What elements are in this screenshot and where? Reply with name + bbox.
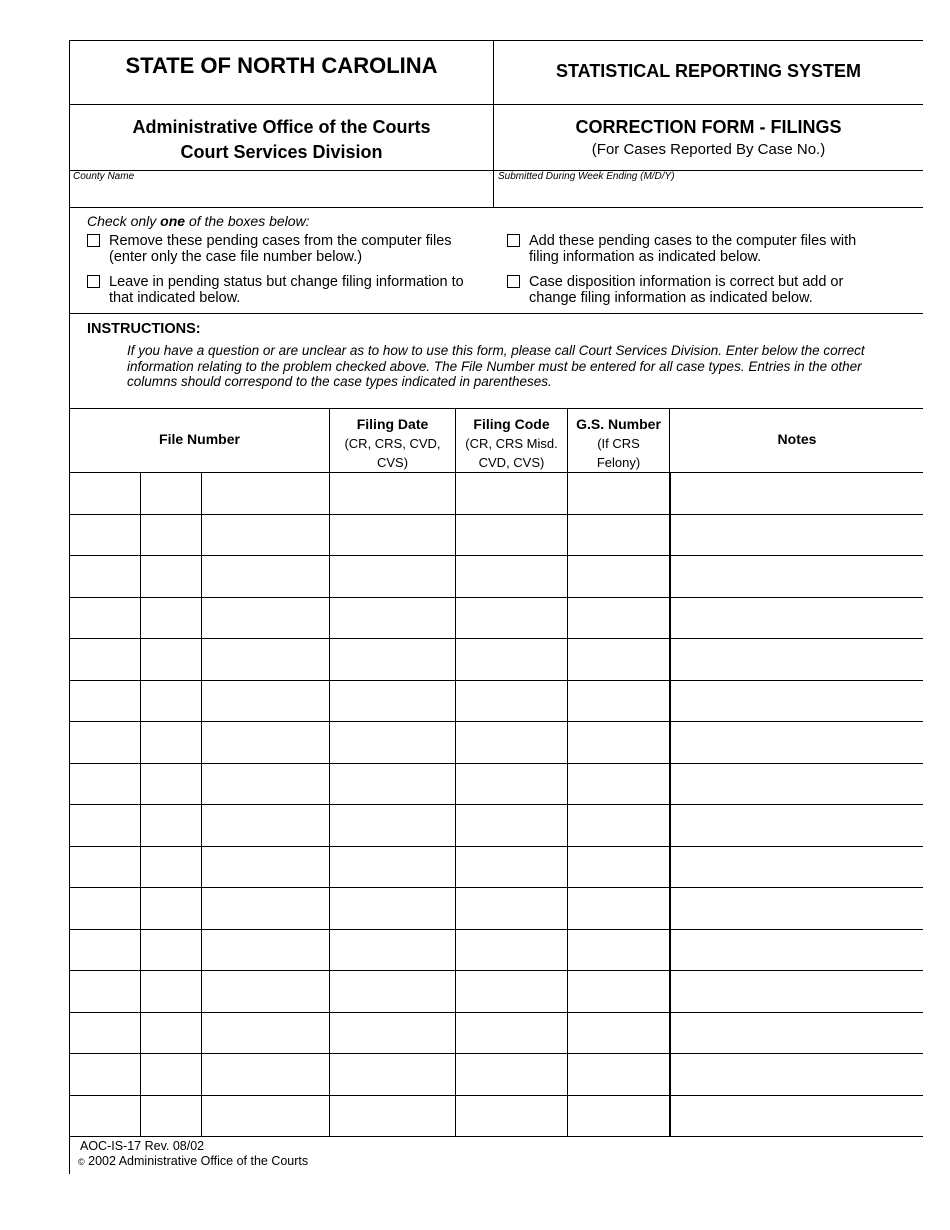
column-divider bbox=[329, 515, 330, 556]
col-notes bbox=[669, 409, 924, 472]
system-title: STATISTICAL REPORTING SYSTEM bbox=[494, 40, 923, 104]
instructions-section bbox=[69, 314, 923, 409]
county-label: County Name bbox=[73, 171, 135, 182]
column-divider bbox=[140, 598, 141, 639]
filing-code-cell[interactable] bbox=[455, 722, 567, 763]
file-number-part-1[interactable] bbox=[70, 681, 140, 722]
options-intro-prefix: Check only bbox=[87, 213, 157, 229]
notes-cell[interactable] bbox=[669, 681, 924, 722]
file-number-part-3[interactable] bbox=[201, 847, 329, 888]
file-number-part-1[interactable] bbox=[70, 971, 140, 1012]
option-disposition-line-2: change filing information as indicated below. bbox=[529, 290, 813, 306]
file-number-part-1[interactable] bbox=[70, 805, 140, 846]
column-divider bbox=[201, 930, 202, 971]
gs-number-cell[interactable] bbox=[567, 930, 669, 971]
filing-code-cell[interactable] bbox=[455, 598, 567, 639]
column-divider bbox=[140, 971, 141, 1012]
column-divider bbox=[329, 888, 330, 929]
file-number-part-3[interactable] bbox=[201, 764, 329, 805]
notes-cell[interactable] bbox=[669, 1054, 924, 1095]
instructions-body: If you have a question or are unclear as to how to use this form, please call Court Services Division. Enter below the correct information relating to the problem checked above. The File Number must be entered for all case types. Entries in the other columns should correspond to the case types indicated in parentheses. bbox=[127, 343, 865, 389]
filing-code-cell[interactable] bbox=[455, 681, 567, 722]
column-divider bbox=[140, 515, 141, 556]
column-divider bbox=[669, 764, 671, 805]
notes-cell[interactable] bbox=[669, 930, 924, 971]
file-number-part-2[interactable] bbox=[140, 971, 201, 1012]
filing-code-cell[interactable] bbox=[455, 805, 567, 846]
file-number-part-3[interactable] bbox=[201, 598, 329, 639]
table-row bbox=[69, 847, 923, 889]
left-border-tail bbox=[69, 1134, 70, 1174]
table-row bbox=[69, 556, 923, 598]
filing-code-cell[interactable] bbox=[455, 971, 567, 1012]
table-row bbox=[69, 971, 923, 1013]
gs-number-cell[interactable] bbox=[567, 1013, 669, 1054]
column-divider bbox=[669, 473, 671, 514]
file-number-part-3[interactable] bbox=[201, 930, 329, 971]
file-number-part-2[interactable] bbox=[140, 598, 201, 639]
footer bbox=[80, 1139, 308, 1170]
filing-code-cell[interactable] bbox=[455, 1096, 567, 1137]
file-number-part-1[interactable] bbox=[70, 1054, 140, 1095]
column-divider bbox=[140, 764, 141, 805]
file-number-part-3[interactable] bbox=[201, 722, 329, 763]
column-divider bbox=[669, 681, 671, 722]
column-divider bbox=[669, 1054, 671, 1095]
table-row bbox=[69, 722, 923, 764]
copyright-line bbox=[78, 1154, 308, 1170]
notes-cell[interactable] bbox=[669, 598, 924, 639]
column-divider bbox=[329, 556, 330, 597]
col-file-number-title: File Number bbox=[159, 431, 240, 447]
checkbox-add[interactable] bbox=[507, 234, 520, 247]
table-header bbox=[69, 409, 923, 473]
option-leave-pending-text bbox=[109, 274, 464, 306]
filing-date-cell[interactable] bbox=[329, 764, 455, 805]
gs-number-cell[interactable] bbox=[567, 805, 669, 846]
gs-number-cell[interactable] bbox=[567, 722, 669, 763]
filing-date-cell[interactable] bbox=[329, 473, 455, 514]
filing-date-cell[interactable] bbox=[329, 1096, 455, 1137]
column-divider bbox=[201, 805, 202, 846]
notes-cell[interactable] bbox=[669, 888, 924, 929]
filing-date-cell[interactable] bbox=[329, 1054, 455, 1095]
col-file-number bbox=[70, 409, 329, 472]
gs-number-cell[interactable] bbox=[567, 1096, 669, 1137]
office-block bbox=[69, 104, 494, 170]
options-intro-bold: one bbox=[160, 213, 186, 229]
file-number-part-1[interactable] bbox=[70, 473, 140, 514]
notes-cell[interactable] bbox=[669, 1013, 924, 1054]
column-divider bbox=[329, 1013, 330, 1054]
file-number-part-2[interactable] bbox=[140, 930, 201, 971]
option-remove-line-2: (enter only the case file number below.) bbox=[109, 249, 363, 265]
column-divider bbox=[455, 722, 456, 763]
column-divider bbox=[567, 847, 568, 888]
file-number-part-3[interactable] bbox=[201, 639, 329, 680]
column-divider bbox=[455, 473, 456, 514]
file-number-part-3[interactable] bbox=[201, 805, 329, 846]
instructions-title: INSTRUCTIONS: bbox=[87, 321, 201, 337]
notes-cell[interactable] bbox=[669, 1096, 924, 1137]
column-divider bbox=[140, 1013, 141, 1054]
file-number-part-3[interactable] bbox=[201, 1096, 329, 1137]
file-number-part-2[interactable] bbox=[140, 888, 201, 929]
option-remove-line-1: Remove these pending cases from the computer files bbox=[109, 233, 452, 249]
column-divider bbox=[567, 598, 568, 639]
column-divider bbox=[140, 1054, 141, 1095]
file-number-part-1[interactable] bbox=[70, 930, 140, 971]
col-filing-code bbox=[455, 409, 567, 472]
column-divider bbox=[455, 556, 456, 597]
column-divider bbox=[567, 722, 568, 763]
column-divider bbox=[201, 598, 202, 639]
form-title: CORRECTION FORM - FILINGS bbox=[575, 117, 842, 137]
col-filing-date bbox=[329, 409, 455, 472]
file-number-part-2[interactable] bbox=[140, 556, 201, 597]
column-divider bbox=[455, 971, 456, 1012]
column-divider bbox=[669, 515, 671, 556]
column-divider bbox=[669, 639, 671, 680]
column-divider bbox=[140, 805, 141, 846]
option-disposition-line-1: Case disposition information is correct but add or bbox=[529, 274, 844, 290]
options-intro-suffix: of the boxes below: bbox=[188, 213, 310, 229]
filing-date-cell[interactable] bbox=[329, 598, 455, 639]
column-divider bbox=[140, 639, 141, 680]
column-divider bbox=[567, 1013, 568, 1054]
file-number-part-2[interactable] bbox=[140, 681, 201, 722]
column-divider bbox=[329, 598, 330, 639]
table-row bbox=[69, 473, 923, 515]
gs-number-cell[interactable] bbox=[567, 639, 669, 680]
filing-code-cell[interactable] bbox=[455, 1013, 567, 1054]
notes-cell[interactable] bbox=[669, 639, 924, 680]
file-number-part-2[interactable] bbox=[140, 722, 201, 763]
filing-code-cell[interactable] bbox=[455, 639, 567, 680]
column-divider bbox=[201, 888, 202, 929]
column-divider bbox=[140, 888, 141, 929]
filing-code-cell[interactable] bbox=[455, 764, 567, 805]
week-ending-label: Submitted During Week Ending (M/D/Y) bbox=[498, 171, 675, 182]
filing-code-cell[interactable] bbox=[455, 556, 567, 597]
table-row bbox=[69, 639, 923, 681]
column-divider bbox=[669, 556, 671, 597]
filing-code-cell[interactable] bbox=[455, 888, 567, 929]
column-divider bbox=[140, 1096, 141, 1137]
form-title-block bbox=[494, 104, 923, 170]
state-title: STATE OF NORTH CAROLINA bbox=[69, 40, 494, 104]
column-divider bbox=[567, 515, 568, 556]
column-divider bbox=[669, 971, 671, 1012]
notes-cell[interactable] bbox=[669, 473, 924, 514]
notes-cell[interactable] bbox=[669, 847, 924, 888]
file-number-part-1[interactable] bbox=[70, 515, 140, 556]
column-divider bbox=[329, 1054, 330, 1095]
gs-number-cell[interactable] bbox=[567, 847, 669, 888]
column-divider bbox=[567, 681, 568, 722]
option-add-line-2: filing information as indicated below. bbox=[529, 249, 762, 265]
file-number-part-1[interactable] bbox=[70, 847, 140, 888]
column-divider bbox=[140, 847, 141, 888]
copyright-text: 2002 Administrative Office of the Courts bbox=[88, 1154, 309, 1168]
column-divider bbox=[329, 805, 330, 846]
file-number-part-2[interactable] bbox=[140, 515, 201, 556]
column-divider bbox=[329, 639, 330, 680]
office-line-1: Administrative Office of the Courts bbox=[132, 117, 431, 137]
column-divider bbox=[455, 847, 456, 888]
option-add-text bbox=[529, 233, 856, 265]
table-row bbox=[69, 681, 923, 723]
column-divider bbox=[455, 1013, 456, 1054]
file-number-part-1[interactable] bbox=[70, 556, 140, 597]
column-divider bbox=[567, 971, 568, 1012]
column-divider bbox=[567, 1096, 568, 1137]
column-divider bbox=[567, 930, 568, 971]
options-section bbox=[69, 208, 923, 314]
filing-date-cell[interactable] bbox=[329, 515, 455, 556]
file-number-part-3[interactable] bbox=[201, 888, 329, 929]
gs-number-cell[interactable] bbox=[567, 1054, 669, 1095]
col-notes-title: Notes bbox=[777, 431, 817, 447]
file-number-part-2[interactable] bbox=[140, 1013, 201, 1054]
copyright-symbol: © bbox=[78, 1157, 85, 1167]
county-field[interactable] bbox=[69, 170, 494, 208]
column-divider bbox=[567, 473, 568, 514]
column-divider bbox=[329, 764, 330, 805]
column-divider bbox=[201, 639, 202, 680]
column-divider bbox=[669, 722, 671, 763]
column-divider bbox=[201, 722, 202, 763]
file-number-part-1[interactable] bbox=[70, 764, 140, 805]
column-divider bbox=[669, 1096, 671, 1137]
col-filing-code-title: Filing Code bbox=[473, 416, 550, 432]
file-number-part-3[interactable] bbox=[201, 515, 329, 556]
column-divider bbox=[140, 556, 141, 597]
column-divider bbox=[201, 971, 202, 1012]
column-divider bbox=[567, 888, 568, 929]
column-divider bbox=[140, 681, 141, 722]
filing-code-cell[interactable] bbox=[455, 930, 567, 971]
column-divider bbox=[201, 1096, 202, 1137]
file-number-part-2[interactable] bbox=[140, 1054, 201, 1095]
file-number-part-3[interactable] bbox=[201, 1013, 329, 1054]
column-divider bbox=[669, 805, 671, 846]
col-gs-number-title: G.S. Number bbox=[576, 416, 661, 432]
file-number-part-2[interactable] bbox=[140, 1096, 201, 1137]
filing-date-cell[interactable] bbox=[329, 556, 455, 597]
gs-number-cell[interactable] bbox=[567, 681, 669, 722]
table-row bbox=[69, 888, 923, 930]
column-divider bbox=[329, 722, 330, 763]
table-row bbox=[69, 1096, 923, 1138]
file-number-part-3[interactable] bbox=[201, 556, 329, 597]
column-divider bbox=[201, 847, 202, 888]
notes-cell[interactable] bbox=[669, 722, 924, 763]
file-number-part-1[interactable] bbox=[70, 598, 140, 639]
filing-date-cell[interactable] bbox=[329, 930, 455, 971]
column-divider bbox=[455, 1096, 456, 1137]
gs-number-cell[interactable] bbox=[567, 556, 669, 597]
column-divider bbox=[669, 930, 671, 971]
gs-number-cell[interactable] bbox=[567, 888, 669, 929]
filing-date-cell[interactable] bbox=[329, 722, 455, 763]
column-divider bbox=[329, 971, 330, 1012]
column-divider bbox=[669, 847, 671, 888]
filing-date-cell[interactable] bbox=[329, 847, 455, 888]
column-divider bbox=[455, 805, 456, 846]
file-number-part-2[interactable] bbox=[140, 764, 201, 805]
filing-date-cell[interactable] bbox=[329, 639, 455, 680]
form-id: AOC-IS-17 Rev. 08/02 bbox=[80, 1139, 205, 1153]
column-divider bbox=[455, 930, 456, 971]
column-divider bbox=[201, 764, 202, 805]
file-number-part-1[interactable] bbox=[70, 722, 140, 763]
file-number-part-1[interactable] bbox=[70, 1096, 140, 1137]
column-divider bbox=[669, 598, 671, 639]
option-remove-text bbox=[109, 233, 452, 265]
col-gs-number-sub-1: (If CRS bbox=[597, 436, 640, 451]
filing-date-cell[interactable] bbox=[329, 681, 455, 722]
file-number-part-3[interactable] bbox=[201, 1054, 329, 1095]
file-number-part-1[interactable] bbox=[70, 888, 140, 929]
column-divider bbox=[567, 1054, 568, 1095]
column-divider bbox=[455, 515, 456, 556]
column-divider bbox=[140, 722, 141, 763]
gs-number-cell[interactable] bbox=[567, 598, 669, 639]
gs-number-cell[interactable] bbox=[567, 971, 669, 1012]
column-divider bbox=[455, 1054, 456, 1095]
table-row bbox=[69, 515, 923, 557]
column-divider bbox=[455, 764, 456, 805]
option-add-line-1: Add these pending cases to the computer files with bbox=[529, 233, 857, 249]
column-divider bbox=[455, 888, 456, 929]
gs-number-cell[interactable] bbox=[567, 764, 669, 805]
table-row bbox=[69, 764, 923, 806]
col-filing-code-sub-2: CVD, CVS) bbox=[478, 455, 545, 470]
column-divider bbox=[567, 639, 568, 680]
column-divider bbox=[669, 1013, 671, 1054]
col-filing-code-sub-1: (CR, CRS Misd. bbox=[465, 436, 558, 451]
table-row bbox=[69, 805, 923, 847]
form-subtitle: (For Cases Reported By Case No.) bbox=[591, 141, 826, 158]
filing-code-cell[interactable] bbox=[455, 1054, 567, 1095]
column-divider bbox=[567, 556, 568, 597]
file-number-part-2[interactable] bbox=[140, 639, 201, 680]
option-leave-pending-line-2: that indicated below. bbox=[109, 290, 241, 306]
notes-cell[interactable] bbox=[669, 764, 924, 805]
checkbox-remove[interactable] bbox=[87, 234, 100, 247]
file-number-part-3[interactable] bbox=[201, 681, 329, 722]
filing-code-cell[interactable] bbox=[455, 515, 567, 556]
filing-date-cell[interactable] bbox=[329, 888, 455, 929]
file-number-part-3[interactable] bbox=[201, 473, 329, 514]
office-line-2: Court Services Division bbox=[180, 142, 383, 162]
column-divider bbox=[669, 888, 671, 929]
file-number-part-2[interactable] bbox=[140, 805, 201, 846]
column-divider bbox=[201, 1054, 202, 1095]
table-row bbox=[69, 930, 923, 972]
file-number-part-3[interactable] bbox=[201, 971, 329, 1012]
table-row bbox=[69, 1054, 923, 1096]
column-divider bbox=[329, 681, 330, 722]
file-number-part-2[interactable] bbox=[140, 473, 201, 514]
week-ending-field[interactable] bbox=[494, 170, 923, 208]
column-divider bbox=[201, 556, 202, 597]
column-divider bbox=[455, 598, 456, 639]
col-filing-date-title: Filing Date bbox=[356, 416, 429, 432]
gs-number-cell[interactable] bbox=[567, 473, 669, 514]
gs-number-cell[interactable] bbox=[567, 515, 669, 556]
column-divider bbox=[140, 473, 141, 514]
column-divider bbox=[329, 473, 330, 514]
file-number-part-1[interactable] bbox=[70, 1013, 140, 1054]
filing-date-cell[interactable] bbox=[329, 971, 455, 1012]
column-divider bbox=[201, 515, 202, 556]
filing-date-cell[interactable] bbox=[329, 805, 455, 846]
col-gs-number bbox=[567, 409, 669, 472]
column-divider bbox=[201, 1013, 202, 1054]
column-divider bbox=[455, 639, 456, 680]
file-number-part-2[interactable] bbox=[140, 847, 201, 888]
column-divider bbox=[567, 805, 568, 846]
column-divider bbox=[201, 473, 202, 514]
table-row bbox=[69, 598, 923, 640]
column-divider bbox=[140, 930, 141, 971]
checkbox-leave-pending[interactable] bbox=[87, 275, 100, 288]
file-number-part-1[interactable] bbox=[70, 639, 140, 680]
col-filing-date-sub-1: (CR, CRS, CVD, bbox=[344, 436, 441, 451]
column-divider bbox=[329, 1096, 330, 1137]
checkbox-disposition-correct[interactable] bbox=[507, 275, 520, 288]
notes-cell[interactable] bbox=[669, 805, 924, 846]
column-divider bbox=[329, 847, 330, 888]
column-divider bbox=[455, 681, 456, 722]
notes-cell[interactable] bbox=[669, 971, 924, 1012]
filing-code-cell[interactable] bbox=[455, 473, 567, 514]
options-intro bbox=[87, 213, 310, 229]
col-gs-number-sub-2: Felony) bbox=[596, 455, 641, 470]
filing-code-cell[interactable] bbox=[455, 847, 567, 888]
option-disposition-correct-text bbox=[529, 274, 843, 306]
column-divider bbox=[567, 764, 568, 805]
filing-date-cell[interactable] bbox=[329, 1013, 455, 1054]
table-row bbox=[69, 1013, 923, 1055]
option-leave-pending-line-1: Leave in pending status but change filing information to bbox=[109, 274, 464, 290]
column-divider bbox=[329, 930, 330, 971]
col-filing-date-sub-2: CVS) bbox=[376, 455, 409, 470]
column-divider bbox=[201, 681, 202, 722]
notes-cell[interactable] bbox=[669, 556, 924, 597]
notes-cell[interactable] bbox=[669, 515, 924, 556]
